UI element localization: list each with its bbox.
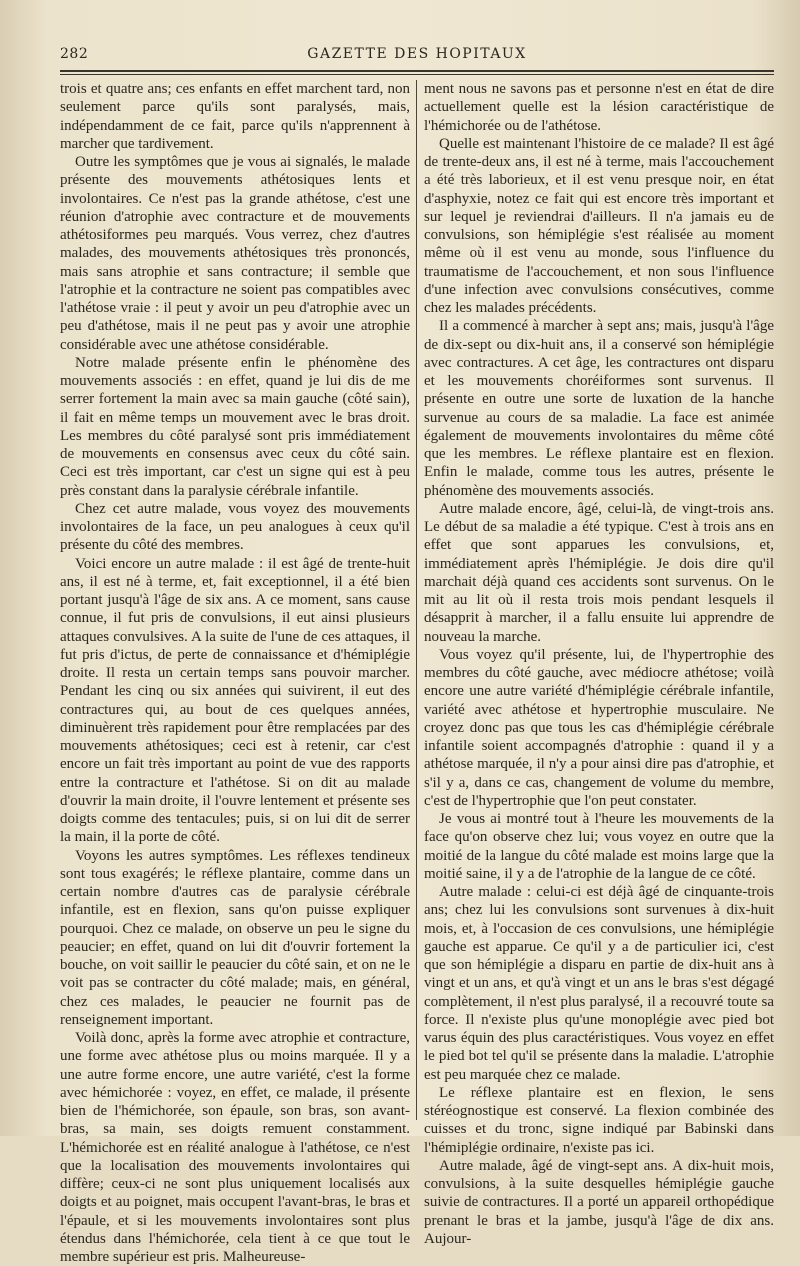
paragraph: Voici encore un autre malade : il est âgé de trente-huit ans, il est né à terme, et, fait exceptionnel, il a été bien portant jusqu'à l'âge de six ans. A ce moment, sans cause connue, il fut pris de convulsions, il eut ainsi plusieurs attaques convulsives. A la suite de l'une de ces attaques, il fut pris d'ictus, de perte de connaissance et d'hémiplégie droite. Il resta un certain temps sans pouvoir marcher. Pendant les cinq ou six années qui suivirent, il eut des contractures qui, au bout de ces quelques années, diminuèrent très rapidement pour être remplacées par des mouvements athétosiques; ceci est à retenir, car c'est encore un fait très important au point de vue des rapports entre la contracture et l'athétose. Si on dit au malade d'ouvrir la main droite, il l'ouvre lentement et présente ses doigts comme des tentacules; puis, si on lui dit de serrer la main, il la porte de côté. — [60, 555, 410, 846]
paragraph: Voyons les autres symptômes. Les réflexes tendineux sont tous exagérés; le réflexe plantaire, comme dans un certain nombre d'autres cas de paralysie cérébrale infantile, est en flexion, sans qu'on puisse expliquer pourquoi. Chez ce malade, on observe un peu le signe du peaucier; en effet, quand on lui dit d'ouvrir fortement la bouche, on voit saillir le peaucier du côté sain, et on ne le voit pas se contracter du côté malade; mais, en général, chez ces malades, le peaucier ne fournit pas de renseignement important. — [60, 847, 410, 1028]
paragraph: Il a commencé à marcher à sept ans; mais, jusqu'à l'âge de dix-sept ou dix-huit ans, il a conservé son hémiplégie avec contractures. A cet âge, les contractures ont disparu et les mouvements choréiformes sont survenus. Il présente en outre une sorte de luxation de la hanche survenue au cours de sa maladie. La face est animée également de mouvements involontaires du même côté que les membres. Le réflexe plantaire est en flexion. Enfin le malade, comme tous les autres, présente le phénomène des mouvements associés. — [424, 318, 774, 499]
paragraph: trois et quatre ans; ces enfants en effet marchent tard, non seulement parce qu'ils sont paralysés, mais, indépendamment de ce fait, parce qu'ils n'apprennent à marcher que tardivement. — [60, 81, 410, 152]
paragraph: ment nous ne savons pas et personne n'est en état de dire actuellement quelle est la lésion caractéristique de l'hémichorée ou de l'athétose. — [424, 81, 774, 134]
paragraph: Vous voyez qu'il présente, lui, de l'hypertrophie des membres du côté gauche, avec médiocre athétose; voilà encore une autre variété d'hémiplégie cérébrale infantile, variété avec athétose et hypertrophie musculaire. Ne croyez donc pas que tous les cas d'hémiplégie cérébrale infantile soient accompagnés d'atrophie : quand il y a athétose marquée, il n'y a pour ainsi dire pas d'atrophie, et s'il y a, dans ce cas, changement de volume du membre, c'est de l'hypertrophie que l'on peut constater. — [424, 646, 774, 809]
left-column — [60, 80, 410, 1266]
paragraph: Autre malade encore, âgé, celui-là, de vingt-trois ans. Le début de sa maladie a été typique. C'est à trois ans en effet que sont apparues les convulsions, et, immédiatement après l'hémiplégie. Je dois dire qu'il marchait déjà quand ces accidents sont survenus. On le mit au lit où il resta trois mois pendant lesquels il désapprit à marcher, il a fallu ensuite lui apprendre de nouveau la marche. — [424, 500, 774, 645]
paragraph: Chez cet autre malade, vous voyez des mouvements involontaires de la face, un peu analogues à ceux qu'il présente du côté des membres. — [60, 500, 410, 554]
paragraph: Autre malade : celui-ci est déjà âgé de cinquante-trois ans; chez lui les convulsions sont survenues à dix-huit mois, et, à l'occasion de ces convulsions, une hémiplégie gauche est apparue. Ce qu'il y a de particulier ici, c'est que son hémiplégie a disparu en partie de dix-huit ans à vingt et un ans, et qu'à vingt et un ans le bras s'est dégagé complètement, il n'est plus paralysé, il a recouvré toute sa force. Il n'existe plus qu'une monoplégie avec pied bot varus équin des plus caractéristiques. Vous voyez en effet le pied bot tel qu'il se présente dans la maladie. L'atrophie est peu marquée chez ce malade. — [424, 884, 774, 1083]
running-head: GAZETTE DES HOPITAUX — [307, 46, 527, 62]
page-number: 282 — [60, 46, 89, 62]
paragraph: Je vous ai montré tout à l'heure les mouvements de la face qu'on observe chez lui; vous voyez en outre que la moitié de la langue du côté malade est moins large que la moitié saine, il y a de l'atrophie de la langue de ce côté. — [424, 811, 774, 882]
column-divider — [416, 80, 417, 1120]
header-rule-thick — [60, 70, 774, 72]
paragraph: Voilà donc, après la forme avec atrophie et contracture, une forme avec athétose plus ou moins marquée. Il y a une autre forme encore, une autre variété, c'est la forme avec hémichorée : voyez, en effet, ce malade, il présente bien de l'hémichorée, son épaule, son bras, son avant-bras, sa main, ses doigts remuent constamment. L'hémichorée est en réalité analogue à l'athétose, ce n'est que la localisation des mouvements involontaires qui diffère; ceux-ci ne sont plus uniquement localisés aux doigts et au poignet, mais occupent l'avant-bras, le bras et l'épaule, et si les mouvements involontaires sont plus étendus dans l'hémichorée, cela tient à ce que tout le membre supérieur est pris. Malheureuse- — [60, 1030, 410, 1265]
paragraph: Quelle est maintenant l'histoire de ce malade? Il est âgé de trente-deux ans, il est né à terme, mais l'accouchement a été très laborieux, et il est venu presque noir, en état d'asphyxie, notez ce fait qui est encore très important et sur lequel je reviendrai d'ailleurs. Il n'a jamais eu de convulsions, son hémiplégie s'est réalisée au moment même où il est venu au monde, sous l'influence du traumatisme de l'accouchement, et non sous l'influence d'une infection avec convulsions consécutives, comme chez les malades précédents. — [424, 135, 774, 316]
paragraph: Autre malade, âgé de vingt-sept ans. A dix-huit mois, convulsions, à la suite desquelles hémiplégie gauche suivie de contractures. Il a porté un appareil orthopédique prenant le bras et la jambe, jusqu'à l'âge de dix ans. Aujour- — [424, 1157, 774, 1247]
header-rule-thin — [60, 74, 774, 75]
paragraph: Le réflexe plantaire est en flexion, le sens stéréognostique est conservé. La flexion combinée des cuisses et du tronc, signe indiqué par Babinski dans l'hémiplégie ordinaire, n'existe pas ici. — [424, 1084, 774, 1156]
page-header — [60, 44, 774, 66]
paragraph: Outre les symptômes que je vous ai signalés, le malade présente des mouvements athétosiques lents et involontaires. Ce n'est pas la grande athétose, c'est une réunion d'atrophie avec contracture et de mouvements athétosiformes peu marqués. Vous verrez, chez d'autres malades, des mouvements athétosiques très prononcés, mais sans atrophie et sans contracture; il semble que l'atrophie et la contracture ne soient pas compatibles avec l'athétose vraie : il peut y avoir un peu d'atrophie avec un peu d'athétose, mais il ne peut pas y avoir une atrophie considérable avec une athétose considérable. — [60, 154, 410, 353]
right-column — [424, 80, 774, 1248]
paragraph: Notre malade présente enfin le phénomène des mouvements associés : en effet, quand je lui dis de me serrer fortement la main avec sa main gauche (côté sain), il fait en même temps un mouvement avec le bras droit. Les membres du côté paralysé sont pris immédiatement de mouvements en consensus avec ceux du côté sain. Ceci est très important, car c'est un signe qui est à peu près constant dans la paralysie cérébrale infantile. — [60, 354, 410, 499]
